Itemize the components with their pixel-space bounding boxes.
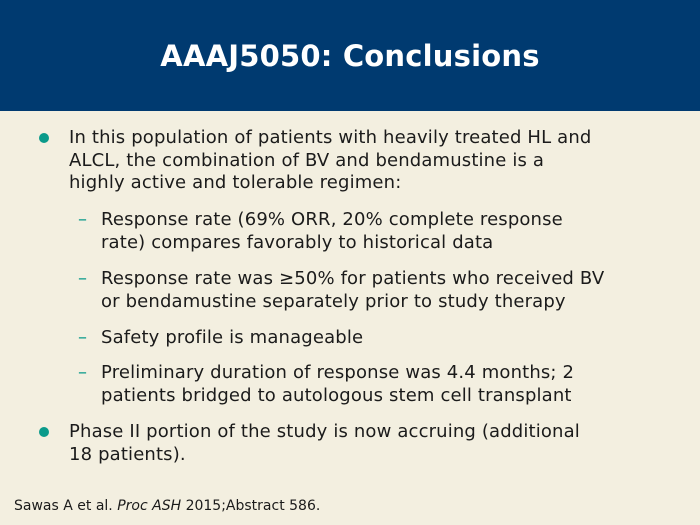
slide-title: AAAJ5050: Conclusions: [160, 39, 540, 73]
dash-icon: –: [78, 268, 87, 289]
sub-bullet-4: [101, 362, 574, 407]
bullet-line: 18 patients).: [69, 443, 186, 465]
citation-journal: Proc ASH: [117, 498, 182, 514]
sub-bullet-line: or bendamustine separately prior to study therapy: [101, 290, 566, 312]
dash-icon: –: [78, 209, 87, 230]
sub-bullet-2: [101, 268, 604, 313]
bullet-line: highly active and tolerable regimen:: [69, 172, 402, 193]
citation: [14, 497, 320, 515]
citation-authors: Sawas A et al.: [14, 498, 113, 514]
dash-icon: –: [78, 327, 87, 348]
bullet-main-2: [69, 421, 580, 466]
bullet-line: In this population of patients with heavily treated HL and: [69, 127, 592, 148]
sub-bullet-line: Response rate was ≥50% for patients who received BV: [101, 268, 605, 289]
bullet-dot-icon: [39, 427, 49, 437]
sub-bullet-line: Preliminary duration of response was 4.4 months; 2: [101, 362, 575, 383]
bullet-main-1: [69, 127, 591, 195]
bullet-dot-icon: [39, 133, 49, 143]
sub-bullet-1: [101, 209, 563, 254]
bullet-line: Phase II portion of the study is now accruing (additional: [69, 421, 580, 442]
sub-bullet-line: Safety profile is manageable: [101, 327, 364, 348]
sub-bullet-line: Response rate (69% ORR, 20% complete response: [101, 209, 563, 230]
dash-icon: –: [78, 362, 87, 383]
sub-bullet-line: patients bridged to autologous stem cell transplant: [101, 384, 572, 406]
sub-bullet-3: [101, 327, 363, 350]
sub-bullet-line: rate) compares favorably to historical data: [101, 231, 494, 253]
citation-rest: 2015;Abstract 586.: [185, 498, 321, 514]
bullet-line: ALCL, the combination of BV and bendamustine is a: [69, 149, 545, 171]
